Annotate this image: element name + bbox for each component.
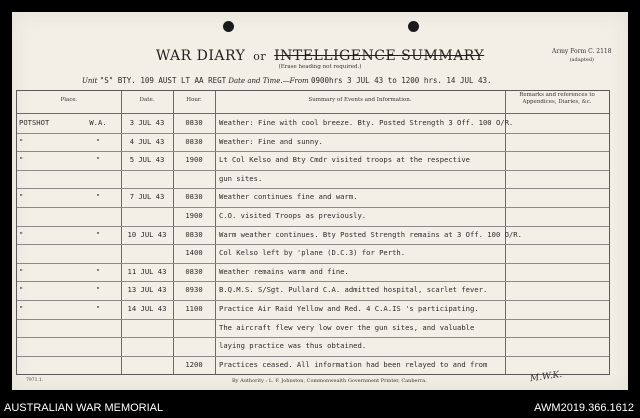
row-divider	[17, 207, 609, 208]
caption-source: AUSTRALIAN WAR MEMORIAL	[4, 402, 164, 414]
cell-date: 14 JUL 43	[127, 304, 167, 313]
cell-date: 4 JUL 43	[129, 136, 165, 146]
diary-table	[16, 90, 610, 375]
cell-place-state: "	[95, 155, 101, 165]
form-code: 7971.1.	[26, 378, 44, 383]
form-ref-note: (adapted)	[569, 57, 594, 63]
cell-summary: The aircraft flew very low over the gun sites, and valuable	[219, 322, 475, 332]
cell-summary: C.O. visited Troops as previously.	[219, 211, 367, 220]
cell-date: 5 JUL 43	[129, 155, 165, 165]
cell-summary: Warm weather continues. Bty Posted Strength remains at 3 Off. 100 O/R.	[219, 229, 522, 239]
row-divider	[17, 281, 609, 282]
date-time-label: Date and Time.—From	[228, 77, 309, 85]
cell-place: "	[19, 155, 24, 165]
cell-date: 11 JUL 43	[127, 266, 167, 276]
cell-summary: Lt Col Kelso and Bty Cmdr visited troops at the respective	[219, 155, 470, 165]
row-divider	[17, 133, 609, 134]
header-hour: Hour.	[186, 97, 202, 103]
unit-line	[82, 76, 582, 85]
cell-hour: 0830	[185, 136, 203, 146]
cell-hour: 0830	[185, 266, 203, 276]
cell-summary: Practices ceased. All information had been relayed to and from	[219, 359, 488, 369]
cell-hour: 1900	[185, 211, 203, 220]
cell-hour: 0930	[185, 285, 203, 295]
row-divider	[17, 170, 609, 171]
cell-summary: Weather remains warm and fine.	[219, 266, 349, 276]
cell-date: 13 JUL 43	[127, 285, 167, 295]
cell-summary: B.Q.M.S. S/Sgt. Pullard C.A. admitted hospital, scarlet fever.	[219, 285, 488, 295]
header-place: Place.	[60, 97, 78, 103]
page-title	[12, 48, 628, 64]
cell-place-state: "	[95, 304, 101, 313]
cell-summary: Col Kelso left by 'plane (D.C.3) for Perth.	[219, 248, 406, 258]
diary-page	[12, 12, 628, 390]
form-ref-text: Army Form C. 2118	[552, 48, 612, 55]
header-date: Date.	[139, 97, 155, 103]
cell-place: POTSHOT	[19, 118, 50, 127]
cell-place-state: "	[95, 266, 101, 276]
cell-place-state: "	[95, 229, 101, 239]
row-divider	[17, 300, 609, 301]
punch-hole	[223, 21, 234, 32]
cell-hour: 1400	[185, 248, 203, 258]
cell-place: "	[19, 136, 24, 146]
row-divider	[17, 188, 609, 189]
form-reference	[552, 48, 612, 64]
cell-place: "	[19, 229, 24, 239]
cell-summary: Weather continues fine and warm.	[219, 192, 358, 202]
title-struck: INTELLIGENCE SUMMARY	[274, 48, 485, 64]
cell-place: "	[19, 266, 24, 276]
cell-hour: 0830	[185, 229, 203, 239]
cell-hour: 1200	[185, 359, 203, 369]
row-divider	[17, 244, 609, 245]
row-divider	[17, 263, 609, 264]
cell-summary: Practice Air Raid Yellow and Red. 4 C.A.IS 's participating.	[219, 304, 479, 313]
unit-label: Unit	[82, 77, 98, 85]
signature: M.W.K.	[529, 369, 563, 385]
date-time-value: 0900hrs 3 JUL 43 to 1200 hrs. 14 JUL 43.	[310, 76, 492, 85]
cell-hour: 1100	[185, 304, 203, 313]
title-or: or	[253, 50, 267, 63]
cell-summary: gun sites.	[219, 173, 263, 183]
cell-summary: laying practice was thus obtained.	[219, 341, 367, 351]
cell-date: 7 JUL 43	[129, 192, 165, 202]
header-divider	[17, 113, 609, 114]
cell-place-state: "	[95, 192, 101, 202]
title-main: WAR DIARY	[155, 48, 246, 64]
row-divider	[17, 319, 609, 320]
printer-authority: By Authority : L. F. Johnston, Commonwealth Government Printer, Canberra.	[232, 378, 427, 384]
caption-accession: AWM2019.366.1612	[534, 402, 634, 414]
header-summary: Summary of Events and Information.	[308, 97, 412, 103]
row-divider	[17, 356, 609, 357]
cell-place: "	[19, 285, 24, 295]
cell-hour: 0830	[185, 192, 203, 202]
cell-hour: 1900	[185, 155, 203, 165]
cell-place-state: "	[95, 285, 101, 295]
unit-value: "S" BTY. 109 AUST LT AA REGT	[99, 76, 227, 85]
cell-hour: 0830	[185, 118, 203, 127]
cell-summary: Weather: Fine with cool breeze. Bty. Posted Strength 3 Off. 100 O/R.	[219, 118, 514, 127]
cell-place-state: "	[95, 136, 101, 146]
header-remarks: Remarks and references to Appendices, Diaries, &c.	[519, 92, 595, 105]
title-note: (Erase heading not required.)	[278, 64, 362, 70]
cell-place: "	[19, 304, 24, 313]
cell-summary: Weather: Fine and sunny.	[219, 136, 323, 146]
row-divider	[17, 337, 609, 338]
cell-place-state: W.A.	[89, 118, 107, 127]
cell-date: 10 JUL 43	[127, 229, 167, 239]
cell-place: "	[19, 192, 24, 202]
punch-hole	[408, 21, 419, 32]
row-divider	[17, 226, 609, 227]
cell-date: 3 JUL 43	[129, 118, 165, 127]
row-divider	[17, 151, 609, 152]
